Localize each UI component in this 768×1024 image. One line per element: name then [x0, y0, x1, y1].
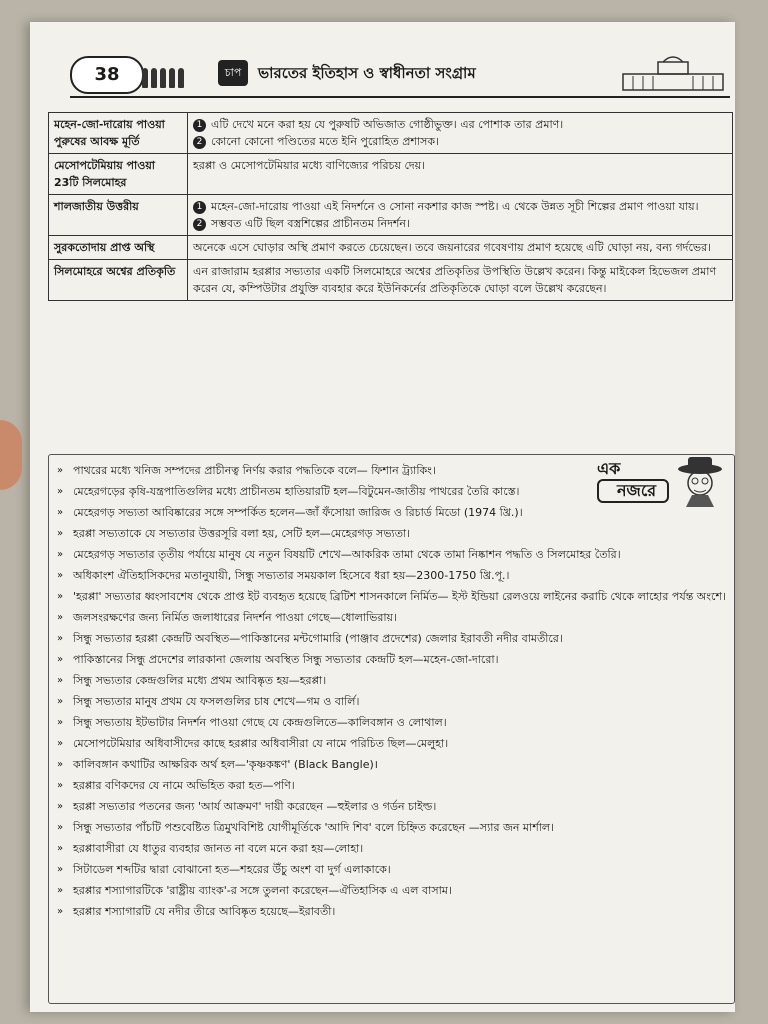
list-item: 1 এটি দেখে মনে করা হয় যে পুরুষটি অভিজাত গোষ্ঠীভুক্ত। এর পোশাক তার প্রমাণ। [193, 116, 727, 133]
bullet-icon: » [57, 675, 64, 686]
info-table [48, 112, 733, 301]
walking-people-icon [142, 62, 212, 88]
list-item: অনেকে এসে ঘোড়ার অস্থি প্রমাণ করতে চেয়েছেন। তবে জয়নারের গবেষণায় প্রমাণ হয়েছে এটি ঘোড়া নয়, বন্য গর্দভের। [193, 241, 712, 254]
parliament-building-icon [618, 52, 728, 92]
list-item: 2 সম্ভবত এটি ছিল বস্ত্রশিল্পের প্রাচীনতম নিদর্শন। [193, 215, 727, 232]
bullet-icon: » [57, 906, 64, 917]
list-item: » সিটাডেল শব্দটির দ্বারা বোঝানো হত—শহরের উঁচু অংশ বা দুর্গ এলাকাকে। [57, 863, 391, 876]
list-item: » সিন্ধু সভ্যতার হরপ্পা কেন্দ্রটি অবস্থিত—পাকিস্তানের মন্টগোমারি (পাঞ্জাব প্রদেশের) জেলার ইরাবতী নদীর বামতীরে। [57, 632, 563, 645]
list-item: » মেসোপটেমিয়ার অধিবাসীদের কাছে হরপ্পার অধিবাসীরা যে নামে পরিচিত ছিল—মেলুহা। [57, 737, 449, 750]
list-item: » সিন্ধু সভ্যতায় ইটভাটার নিদর্শন পাওয়া গেছে যে কেন্দ্রগুলিতে—কালিবঙ্গান ও লোথাল। [57, 716, 447, 729]
bullet-icon: » [57, 801, 64, 812]
bullet-icon: » [57, 864, 64, 875]
list-item: » হরপ্পার বণিকদের যে নামে অভিহিত করা হত—পণি। [57, 779, 295, 792]
list-item: » মেহেরগড় সভ্যতা আবিষ্কারের সঙ্গে সম্পর্কিত হলেন—জাঁ ফঁসোয়া জারিজ ও রিচার্ড মিডো (1974 খ্রি.)। [57, 506, 523, 519]
bullet-icon: » [57, 780, 64, 791]
list-item: এন রাজারাম হরপ্পার সভ্যতার একটি সিলমোহরে অশ্বের প্রতিকৃতির উপস্থিতি উল্লেখ করেন। কিন্তু মাইকেল হিভেজল প্রমাণ করেন যে, কম্পিউটার প্রযুক্তি ব্যবহার করে ইউনিকর্নের প্রতিকৃতিকে ঘোড়া বলে উল্লেখ করেছেন। [193, 265, 717, 295]
list-item: » সিন্ধু সভ্যতার মানুষ প্রথম যে ফসলগুলির চাষ শেখে—গম ও বার্লি। [57, 695, 360, 708]
number-badge: 2 [193, 136, 206, 149]
list-item: 1 মহেন-জো-দারোয় পাওয়া এই নিদর্শনে ও সোনা নকশার কাজ স্পষ্ট। এ থেকে উন্নত সূচী শিল্পের প্রমাণ পাওয়া যায়। [193, 198, 727, 215]
list-item: » সিন্ধু সভ্যতার পাঁচটি পশুবেষ্টিত ত্রিমুখবিশিষ্ট যোগীমূর্তিকে 'আদি শিব' বলে চিহ্নিত করেছেন —স্যার জন মার্শাল। [57, 821, 555, 834]
bullet-icon: » [57, 465, 64, 476]
table-row [49, 260, 733, 301]
bullet-icon: » [57, 885, 64, 896]
page-header [70, 52, 730, 98]
bullet-icon: » [57, 612, 64, 623]
number-badge: 2 [193, 218, 206, 231]
bullet-icon: » [57, 570, 64, 581]
bullet-icon: » [57, 843, 64, 854]
list-item: » সিন্ধু সভ্যতার কেন্দ্রগুলির মধ্যে প্রথম আবিষ্কৃত হয়—হরপ্পা। [57, 674, 327, 687]
page-number: 38 [70, 56, 144, 94]
at-a-glance-box [48, 454, 735, 1004]
bullet-icon: » [57, 738, 64, 749]
list-item: » হরপ্পা সভ্যতার পতনের জন্য 'আর্য আক্রমণ' দায়ী করেছেন —হুইলার ও গর্ডন চাইল্ড। [57, 800, 437, 813]
bullet-icon: » [57, 822, 64, 833]
list-item: » হরপ্পাবাসীরা যে ধাতুর ব্যবহার জানত না বলে মনে করা হয়—লোহা। [57, 842, 364, 855]
table-row [49, 113, 733, 154]
page-title: ভারতের ইতিহাস ও স্বাধীনতা সংগ্রাম [258, 64, 476, 82]
list-item: হরপ্পা ও মেসোপটেমিয়ার মধ্যে বাণিজ্যের পরিচয় দেয়। [193, 159, 426, 172]
bullet-icon: » [57, 507, 64, 518]
row-content [188, 195, 733, 236]
list-item: » জলসংরক্ষণের জন্য নির্মিত জলাধারের নিদর্শন পাওয়া গেছে—ধোলাভিরায়। [57, 611, 397, 624]
row-label: সিলমোহরে অশ্বের প্রতিকৃতি [49, 260, 188, 301]
number-badge: 1 [193, 119, 206, 132]
list-item: » মেহেরগড় সভ্যতার তৃতীয় পর্যায়ে মানুষ যে নতুন বিষয়টি শেখে—আকরিক তামা থেকে তামা নিষ্কাশন পদ্ধতি ও সিলমোহর তৈরি। [57, 548, 621, 561]
book-page [30, 22, 735, 1012]
bullet-icon: » [57, 654, 64, 665]
list-item: » পাথরের মধ্যে খনিজ সম্পদের প্রাচীনত্ব নির্ণয় করার পদ্ধতিকে বলে— ফিশান ট্র্যাকিং। [57, 464, 436, 477]
number-badge: 1 [193, 201, 206, 214]
bullet-icon: » [57, 696, 64, 707]
row-content [188, 260, 733, 301]
list-item: » 'হরপ্পা' সভ্যতার ধ্বংসাবশেষ থেকে প্রাপ্ত ইট ব্যবহৃত হয়েছে ব্রিটিশ শাসনকালে নির্মিত— ইস্ট ইন্ডিয়া রেলওয়ে লাইনের করাচি থেকে লাহোর পর্যন্ত অংশে। [57, 590, 726, 603]
row-content [188, 154, 733, 195]
list-item: » হরপ্পার শস্যাগারটি যে নদীর তীরে আবিষ্কৃত হয়েছে—ইরাবতী। [57, 905, 336, 918]
list-item: » মেহেরগড়ের কৃষি-যন্ত্রপাতিগুলির মধ্যে প্রাচীনতম হাতিয়ারটি হল—বিটুমেন-জাতীয় পাথরের তৈরি কাস্তে। [57, 485, 520, 498]
row-label: শালজাতীয় উত্তরীয় [49, 195, 188, 236]
row-label: মেসোপটেমিয়ায় পাওয়া 23টি সিলমোহর [49, 154, 188, 195]
list-item: » কালিবঙ্গান কথাটির আক্ষরিক অর্থ হল—'কৃষ্ণকঙ্কণ' (Black Bangle)। [57, 758, 378, 771]
bullet-icon: » [57, 549, 64, 560]
row-content [188, 113, 733, 154]
fact-list [57, 463, 727, 925]
row-label: মহেন-জো-দারোয় পাওয়া পুরুষের আবক্ষ মূর্তি [49, 113, 188, 154]
table-row [49, 195, 733, 236]
at-a-glance-heading: এক নজরে [597, 459, 679, 505]
bullet-icon: » [57, 528, 64, 539]
bullet-icon: » [57, 717, 64, 728]
list-item: » হরপ্পা সভ্যতাকে যে সভ্যতার উত্তরসূরি বলা হয়, সেটি হল—মেহেরগড় সভ্যতা। [57, 527, 411, 540]
bullet-icon: » [57, 591, 64, 602]
list-item: » অধিকাংশ ঐতিহাসিকদের মতানুযায়ী, সিন্ধু সভ্যতার সময়কাল হিসেবে ধরা হয়—2300-1750 খ্রি.পূ.। [57, 569, 510, 582]
chapter-badge: চাপ [218, 60, 248, 86]
bullet-icon: » [57, 486, 64, 497]
bullet-icon: » [57, 633, 64, 644]
list-item: » হরপ্পার শস্যাগারটিকে 'রাষ্ট্রীয় ব্যাংক'-র সঙ্গে তুলনা করেছেন—ঐতিহাসিক এ এল বাসাম। [57, 884, 452, 897]
row-content [188, 236, 733, 260]
list-item: 2 কোনো কোনো পণ্ডিতের মতে ইনি পুরোহিত প্রশাসক। [193, 133, 727, 150]
row-label: সুরকতোদায় প্রাপ্ত অস্থি [49, 236, 188, 260]
thumb [0, 420, 22, 490]
table-row [49, 154, 733, 195]
bullet-icon: » [57, 759, 64, 770]
table-row [49, 236, 733, 260]
list-item: » পাকিস্তানের সিন্ধু প্রদেশের লারকানা জেলায় অবস্থিত সিন্ধু সভ্যতার কেন্দ্রটি হল—মহেন-জো-দারো। [57, 653, 499, 666]
